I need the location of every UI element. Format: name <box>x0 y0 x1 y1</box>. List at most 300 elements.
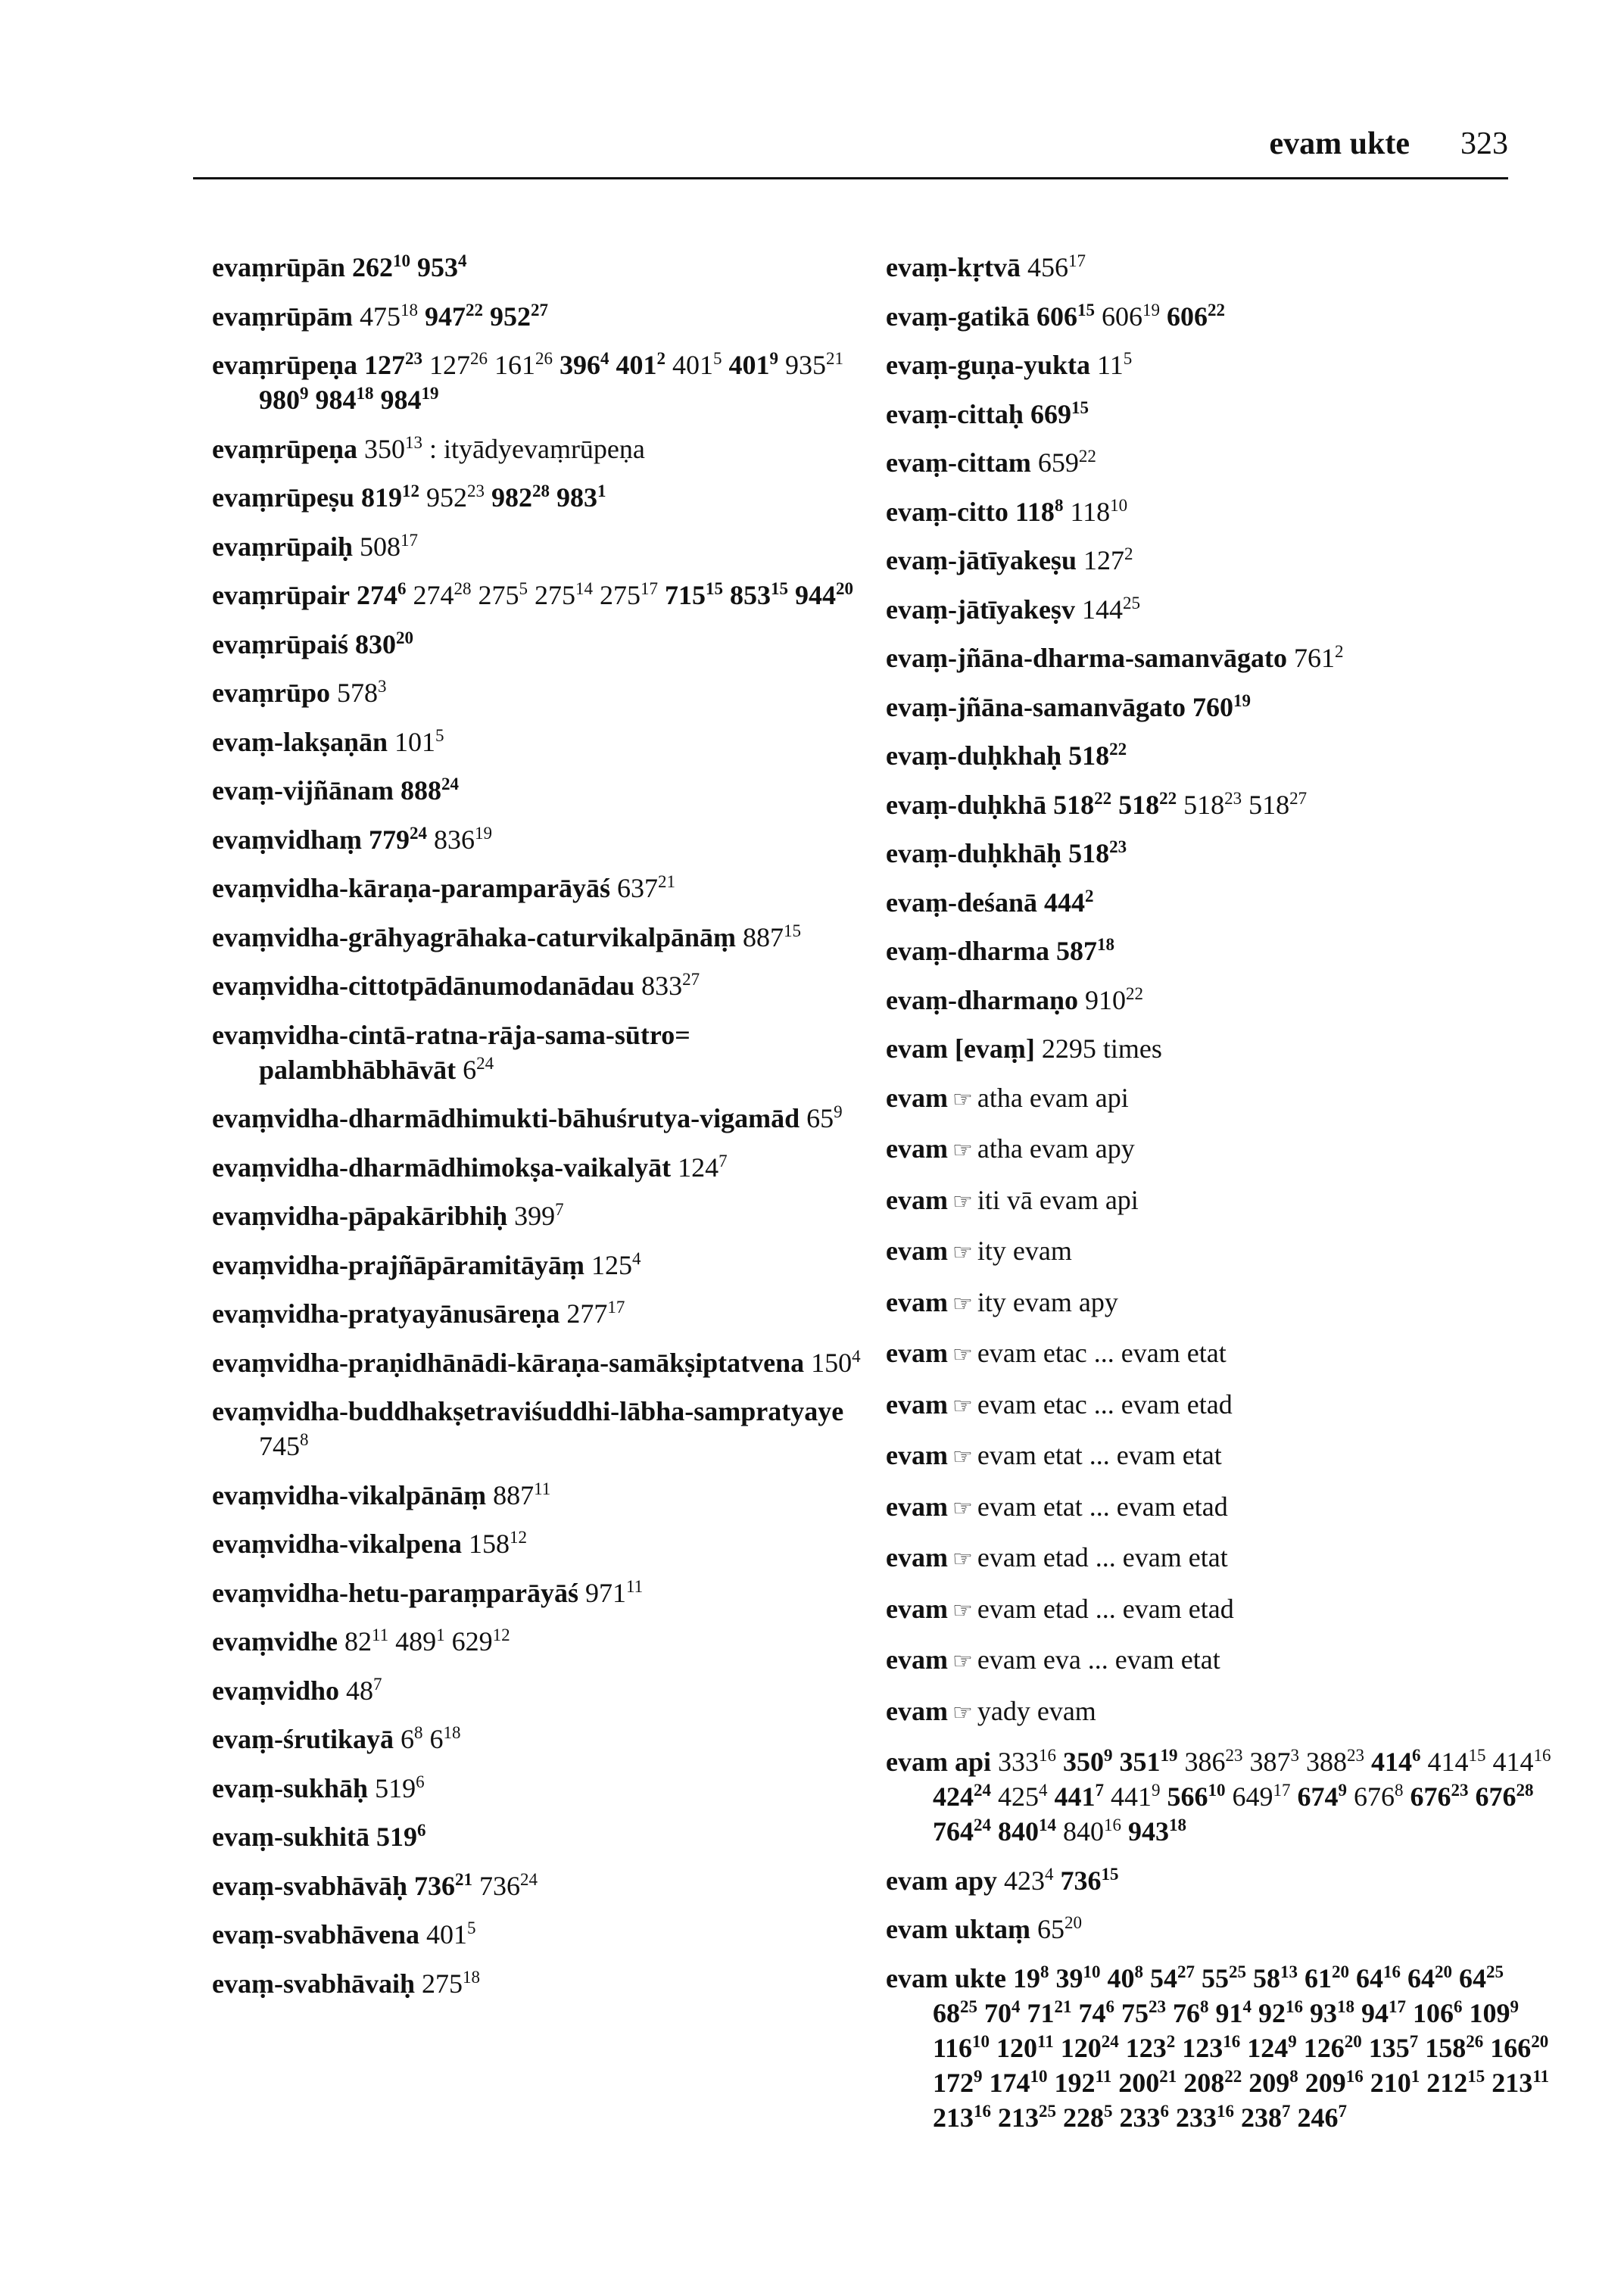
page-reference <box>1216 1998 1252 2028</box>
page-number-ref: 983 <box>556 482 597 513</box>
page-reference <box>1183 790 1242 820</box>
page-reference <box>811 1348 861 1378</box>
page-number-ref: 238 <box>1241 2102 1282 2133</box>
index-headword: evam api <box>886 1747 991 1777</box>
page-reference <box>1044 887 1094 918</box>
index-entry <box>212 348 878 417</box>
line-number-ref: 2 <box>1085 886 1094 905</box>
page-number-ref: 676 <box>1354 1781 1395 1812</box>
page-reference <box>998 1781 1048 1812</box>
index-headword: evaṃ-citto <box>886 496 1008 527</box>
line-number-ref: 4 <box>600 349 609 368</box>
page-reference <box>1305 2068 1364 2098</box>
page-number-ref: 519 <box>375 1772 416 1803</box>
running-header <box>193 126 1508 180</box>
line-number-ref: 24 <box>410 823 427 843</box>
pointing-hand-icon: ☞ <box>952 1138 973 1163</box>
line-number-ref: 25 <box>1228 1962 1246 1981</box>
line-number-ref: 4 <box>852 1346 861 1366</box>
cross-reference: atha evam apy <box>977 1133 1135 1164</box>
page-number-ref: 971 <box>585 1577 626 1608</box>
page-number-ref: 123 <box>1182 2032 1223 2063</box>
page-reference <box>1070 497 1127 527</box>
page-number-ref: 833 <box>641 971 683 1001</box>
page-reference <box>1036 301 1095 332</box>
index-entry <box>886 641 1552 675</box>
line-number-ref: 23 <box>405 349 422 368</box>
page-reference <box>1068 838 1127 868</box>
page-reference <box>1407 1963 1452 1993</box>
page-number-ref: 984 <box>315 385 357 415</box>
page-reference <box>355 629 413 659</box>
page-reference <box>1298 2102 1348 2133</box>
page-number-ref: 55 <box>1201 1962 1229 1993</box>
page-reference <box>381 385 439 415</box>
page-number-ref: 350 <box>1063 1747 1104 1777</box>
pointing-hand-icon: ☞ <box>952 1495 973 1521</box>
line-number-ref: 20 <box>1531 2031 1549 2051</box>
page-number-ref: 158 <box>469 1529 510 1559</box>
index-headword: evaṃ-duḥkhāḥ <box>886 838 1062 868</box>
page-reference <box>259 385 309 415</box>
line-number-ref: 24 <box>476 1053 494 1073</box>
line-number-ref: 15 <box>770 579 788 598</box>
page-number-ref: 213 <box>933 2102 974 2133</box>
line-number-ref: 24 <box>974 1816 991 1834</box>
index-entry <box>212 432 878 466</box>
line-number-ref: 28 <box>1516 1781 1534 1800</box>
cross-reference: evam etad ... evam etat <box>977 1542 1228 1572</box>
index-entry <box>212 1018 878 1087</box>
page-number-ref: 120 <box>1060 2032 1102 2063</box>
page-number-ref: 745 <box>259 1431 300 1461</box>
line-number-ref: 20 <box>1064 1913 1082 1932</box>
page-number-ref: 836 <box>434 824 475 855</box>
page-number-ref: 124 <box>678 1152 719 1183</box>
line-number-ref: 7 <box>1338 2101 1347 2121</box>
line-number-ref: 8 <box>1054 495 1064 515</box>
index-headword: evam <box>886 1542 948 1572</box>
page-reference <box>585 1578 643 1608</box>
index-headword: evaṃ-śrutikayā <box>212 1724 394 1754</box>
index-entry <box>212 675 878 710</box>
page-number-ref: 65 <box>806 1103 834 1133</box>
line-number-ref: 28 <box>532 482 550 500</box>
index-entry <box>886 1540 1552 1577</box>
page-number-ref: 127 <box>429 350 470 380</box>
page-reference <box>1356 1963 1401 1993</box>
index-headword: evaṃvidha-cittotpādānumodanādau <box>212 971 635 1001</box>
index-entry <box>886 1863 1552 1898</box>
index-entry <box>212 1917 878 1952</box>
index-entry <box>212 529 878 564</box>
page-number-ref: 423 <box>1004 1865 1045 1896</box>
page-reference <box>591 1250 641 1280</box>
index-entry <box>886 1233 1552 1270</box>
line-number-ref: 15 <box>1071 397 1089 417</box>
index-headword: evaṃrūpeṇa <box>212 350 357 380</box>
index-entry <box>886 250 1552 285</box>
index-entry <box>886 543 1552 578</box>
page-number-ref: 441 <box>1054 1781 1096 1812</box>
page-reference <box>984 1998 1021 2028</box>
line-number-ref: 2 <box>656 349 665 368</box>
line-number-ref: 20 <box>1344 2031 1362 2051</box>
page-number-ref: 736 <box>1060 1865 1102 1896</box>
index-entry <box>212 627 878 662</box>
index-entry <box>212 968 878 1003</box>
page-number-ref: 213 <box>998 2102 1039 2133</box>
line-number-ref: 19 <box>1142 300 1160 319</box>
page-number-ref: 246 <box>1297 2102 1339 2133</box>
index-entry <box>886 397 1552 432</box>
pointing-hand-icon: ☞ <box>952 1700 973 1725</box>
page-number-ref: 396 <box>560 350 600 380</box>
line-number-ref: 24 <box>1101 2031 1119 2051</box>
index-entry <box>212 1819 878 1854</box>
page-reference <box>1128 1816 1186 1847</box>
index-headword: evaṃ-cittaḥ <box>886 398 1024 429</box>
index-headword: evaṃvidha-dharmādhimukti-bāhuśrutya-vigamād <box>212 1103 800 1133</box>
line-number-ref: 6 <box>1160 2101 1169 2121</box>
line-number-ref: 23 <box>1224 788 1242 808</box>
line-number-ref: 24 <box>974 1781 991 1800</box>
page-number-ref: 401 <box>616 350 657 380</box>
pointing-hand-icon: ☞ <box>952 1342 973 1367</box>
cross-reference: ity evam apy <box>977 1286 1118 1317</box>
line-number-ref: 7 <box>718 1151 728 1170</box>
page-reference <box>491 482 550 513</box>
index-entry <box>886 445 1552 480</box>
index-entry <box>886 494 1552 529</box>
index-entry <box>212 1101 878 1136</box>
page-reference <box>1490 2033 1548 2063</box>
page-number-ref: 48 <box>346 1675 374 1706</box>
line-number-ref: 11 <box>534 1479 551 1498</box>
pointing-hand-icon: ☞ <box>952 1291 973 1317</box>
page-number-ref: 401 <box>672 350 713 380</box>
index-entry <box>212 1478 878 1513</box>
page-number-ref: 275 <box>422 1968 463 1999</box>
page-number-ref: 386 <box>1184 1747 1226 1777</box>
page-reference <box>344 1626 388 1657</box>
page-number-ref: 830 <box>355 628 396 659</box>
index-headword: evaṃ-duḥkhā <box>886 789 1047 820</box>
page-reference <box>1182 2033 1240 2063</box>
cross-reference: yady evam <box>977 1695 1096 1726</box>
page-number-ref: 935 <box>785 350 826 380</box>
page-number-ref: 578 <box>337 678 378 708</box>
page-number-ref: 910 <box>1085 984 1126 1015</box>
page-number-ref: 444 <box>1044 887 1085 918</box>
line-number-ref: 23 <box>1451 1781 1469 1800</box>
page-number-ref: 70 <box>984 1997 1011 2028</box>
page-number-ref: 425 <box>998 1781 1039 1812</box>
page-number-ref: 11 <box>1097 350 1124 380</box>
page-reference <box>1167 301 1225 332</box>
index-headword: evaṃvidhaṃ <box>212 824 362 855</box>
page-number-ref: 414 <box>1492 1747 1534 1777</box>
line-number-ref: 27 <box>682 970 700 989</box>
pointing-hand-icon: ☞ <box>952 1240 973 1265</box>
page-number-ref: 414 <box>1371 1747 1412 1777</box>
index-headword: evam apy <box>886 1865 997 1896</box>
line-number-ref: 4 <box>1039 1781 1048 1800</box>
page-number-ref: 135 <box>1368 2032 1410 2063</box>
page-reference <box>730 580 788 610</box>
index-entry <box>212 773 878 808</box>
page-reference <box>1083 545 1133 575</box>
pointing-hand-icon: ☞ <box>952 1189 973 1214</box>
index-headword: evaṃ-gatikā <box>886 301 1030 332</box>
entry-note: 2295 times <box>1034 1033 1162 1064</box>
page-number-ref: 200 <box>1118 2067 1160 2098</box>
page-reference <box>1126 2033 1176 2063</box>
page-number-ref: 6 <box>463 1054 477 1085</box>
page-reference <box>316 385 374 415</box>
page-reference <box>1192 692 1251 722</box>
page-number-ref: 984 <box>380 385 422 415</box>
index-headword: evaṃ-jñāna-samanvāgato <box>886 691 1186 722</box>
page-number-ref: 761 <box>1293 643 1335 673</box>
page-number-ref: 6 <box>400 1724 414 1754</box>
line-number-ref: 16 <box>1533 1746 1551 1765</box>
page-reference <box>1173 1998 1209 2028</box>
cross-reference: evam eva ... evam etat <box>977 1644 1220 1675</box>
index-entry <box>212 250 878 285</box>
page-number-ref: 518 <box>1068 838 1110 868</box>
page-number-ref: 39 <box>1055 1962 1083 1993</box>
cross-reference: iti vā evam api <box>977 1184 1139 1215</box>
index-headword: evaṃrūpo <box>212 678 330 708</box>
index-headword: evaṃvidha-hetu-paraṃparāyāś <box>212 1577 578 1608</box>
page-number-ref: 64 <box>1407 1962 1435 1993</box>
page-reference <box>352 252 410 282</box>
line-number-ref: 21 <box>826 349 843 368</box>
page-reference <box>493 1480 550 1510</box>
page-number-ref: 94 <box>1361 1997 1389 2028</box>
line-number-ref: 5 <box>1104 2101 1113 2121</box>
index-headword: evam <box>886 1184 948 1215</box>
line-number-ref: 3 <box>378 677 387 696</box>
index-headword: evaṃvidha-praṇidhānādi-kāraṇa-samākṣiptatvena <box>212 1347 805 1378</box>
page-number-ref: 853 <box>729 580 771 610</box>
page-number-ref: 518 <box>1248 789 1290 820</box>
line-number-ref: 11 <box>1532 2066 1549 2086</box>
line-number-ref: 9 <box>1288 2031 1297 2051</box>
page-number-ref: 6 <box>429 1724 444 1754</box>
index-entry <box>212 725 878 759</box>
page-number-ref: 68 <box>933 1997 960 2028</box>
page-reference <box>1493 1747 1551 1777</box>
line-number-ref: 11 <box>1095 2066 1112 2086</box>
entry-note: : ityādyevaṃrūpeṇa <box>422 433 645 464</box>
page-reference <box>1063 1816 1121 1847</box>
page-number-ref: 124 <box>1247 2032 1289 2063</box>
index-headword: evaṃvidha-cintā-ratna-rāja-sama-sūtro= palambhābhāvāt <box>212 1019 690 1085</box>
page-reference <box>998 1747 1056 1777</box>
index-headword: evaṃvidha-buddhakṣetraviśuddhi-lābha-sampratyaye <box>212 1396 844 1426</box>
line-number-ref: 26 <box>470 349 488 368</box>
page-number-ref: 109 <box>1469 1997 1510 2028</box>
page-number-ref: 764 <box>933 1816 974 1847</box>
page-reference <box>600 580 658 610</box>
index-entry <box>886 1131 1552 1168</box>
page-reference <box>806 1103 843 1133</box>
page-number-ref: 508 <box>360 531 401 562</box>
line-number-ref: 5 <box>467 1918 476 1937</box>
line-number-ref: 16 <box>1217 2101 1234 2121</box>
line-number-ref: 1 <box>597 482 606 500</box>
line-number-ref: 12 <box>402 482 419 500</box>
page-reference <box>1428 1747 1486 1777</box>
page-reference <box>996 2033 1054 2063</box>
index-headword: evaṃ-svabhāvaiḥ <box>212 1968 416 1999</box>
page-reference <box>1248 790 1307 820</box>
line-number-ref: 21 <box>1159 2066 1177 2086</box>
page-reference <box>1118 790 1177 820</box>
index-entry <box>886 1080 1552 1117</box>
page-number-ref: 669 <box>1030 398 1071 429</box>
page-number-ref: 118 <box>1070 496 1111 527</box>
page-number-ref: 64 <box>1458 1962 1486 1993</box>
page-number-ref: 456 <box>1027 252 1068 282</box>
cross-reference: atha evam api <box>977 1082 1129 1113</box>
index-headword: evaṃrūpaiś <box>212 628 348 659</box>
line-number-ref: 18 <box>356 384 374 403</box>
index-entry <box>886 1591 1552 1629</box>
line-number-ref: 21 <box>658 872 676 891</box>
index-entry <box>212 1722 878 1756</box>
page-number-ref: 350 <box>364 433 405 464</box>
page-number-ref: 126 <box>1303 2032 1345 2063</box>
line-number-ref: 12 <box>510 1528 528 1547</box>
page-reference <box>369 824 427 855</box>
page-number-ref: 228 <box>1063 2102 1104 2133</box>
pointing-hand-icon: ☞ <box>952 1445 973 1470</box>
line-number-ref: 10 <box>1083 1962 1101 1981</box>
page-number-ref: 779 <box>369 824 410 855</box>
index-headword: evaṃ-jātīyakeṣu <box>886 545 1077 575</box>
index-entry <box>886 983 1552 1018</box>
index-headword: evaṃrūpeṇa <box>212 433 357 464</box>
line-number-ref: 4 <box>1242 1996 1252 2016</box>
header-rule <box>193 177 1508 179</box>
page-number-ref: 161 <box>494 350 535 380</box>
line-number-ref: 20 <box>835 579 853 598</box>
page-number-ref: 75 <box>1121 1997 1149 2028</box>
page-reference <box>617 873 675 903</box>
line-number-ref: 9 <box>1338 1781 1347 1800</box>
page-reference <box>1185 1747 1243 1777</box>
line-number-ref: 22 <box>465 300 483 319</box>
line-number-ref: 1 <box>436 1625 445 1644</box>
line-number-ref: 15 <box>1468 1746 1486 1765</box>
page-number-ref: 819 <box>361 482 402 513</box>
line-number-ref: 9 <box>1152 1781 1161 1800</box>
line-number-ref: 15 <box>1467 2066 1485 2086</box>
line-number-ref: 23 <box>1225 1746 1243 1765</box>
page-reference <box>1055 2068 1112 2098</box>
line-number-ref: 11 <box>372 1625 389 1644</box>
line-number-ref: 26 <box>535 349 553 368</box>
line-number-ref: 16 <box>1382 1962 1401 1981</box>
line-number-ref: 17 <box>1389 1996 1406 2016</box>
page-reference <box>1053 790 1111 820</box>
index-entry <box>212 871 878 905</box>
index-headword: evaṃ-dharmaṇo <box>886 984 1078 1015</box>
index-entry <box>212 1198 878 1233</box>
cross-reference: evam etat ... evam etad <box>977 1491 1228 1522</box>
page-reference <box>1354 1781 1404 1812</box>
index-headword: evaṃrūpām <box>212 301 353 332</box>
page-reference <box>1202 1963 1246 1993</box>
page-reference <box>259 1431 309 1461</box>
page-reference <box>1241 2102 1291 2133</box>
index-entry <box>212 1966 878 2001</box>
line-number-ref: 8 <box>1134 1962 1143 1981</box>
line-number-ref: 21 <box>1054 1996 1072 2016</box>
line-number-ref: 17 <box>1068 251 1086 270</box>
pointing-hand-icon: ☞ <box>952 1649 973 1674</box>
index-entry <box>212 822 878 857</box>
page-reference <box>337 678 387 708</box>
line-number-ref: 11 <box>626 1576 644 1596</box>
page-number-ref: 887 <box>743 921 784 952</box>
page-number-ref: 475 <box>359 301 401 332</box>
line-number-ref: 28 <box>454 579 472 598</box>
page-reference <box>479 1871 538 1901</box>
page-reference <box>395 1626 445 1657</box>
line-number-ref: 18 <box>1169 1816 1186 1834</box>
line-number-ref: 4 <box>458 251 467 270</box>
page-reference <box>1306 1747 1364 1777</box>
index-entry <box>886 1912 1552 1946</box>
line-number-ref: 8 <box>1040 1962 1049 1981</box>
page-reference <box>729 350 779 380</box>
cross-reference: ity evam <box>977 1236 1072 1266</box>
page-number-ref: 123 <box>1125 2032 1167 2063</box>
page-number-ref: 388 <box>1306 1747 1347 1777</box>
page-reference <box>560 350 609 380</box>
page-reference <box>1015 497 1064 527</box>
index-headword: evaṃ-sukhāḥ <box>212 1772 369 1803</box>
index-headword: evaṃ-jātīyakeṣv <box>886 594 1075 625</box>
page-reference <box>1061 2033 1119 2063</box>
page-reference <box>1176 2102 1234 2133</box>
page-number-ref: 953 <box>417 252 459 282</box>
page-reference <box>1476 1781 1534 1812</box>
index-entry <box>886 1694 1552 1731</box>
page-reference <box>1027 252 1086 282</box>
index-entry <box>886 738 1552 773</box>
page-number-ref: 952 <box>489 301 531 332</box>
page-number-ref: 674 <box>1297 1781 1339 1812</box>
page-reference <box>1470 1998 1520 2028</box>
pointing-hand-icon: ☞ <box>952 1086 973 1112</box>
page-number-ref: 212 <box>1426 2067 1468 2098</box>
page-number-ref: 736 <box>414 1870 456 1901</box>
page-number-ref: 736 <box>479 1870 521 1901</box>
page-number-ref: 125 <box>591 1249 632 1280</box>
line-number-ref: 15 <box>1077 300 1095 319</box>
page-reference <box>1413 1998 1463 2028</box>
line-number-ref: 9 <box>834 1102 843 1121</box>
page-reference <box>1258 1998 1303 2028</box>
line-number-ref: 25 <box>1039 2101 1056 2121</box>
page-reference <box>1459 1963 1504 1993</box>
page-reference <box>426 482 485 513</box>
